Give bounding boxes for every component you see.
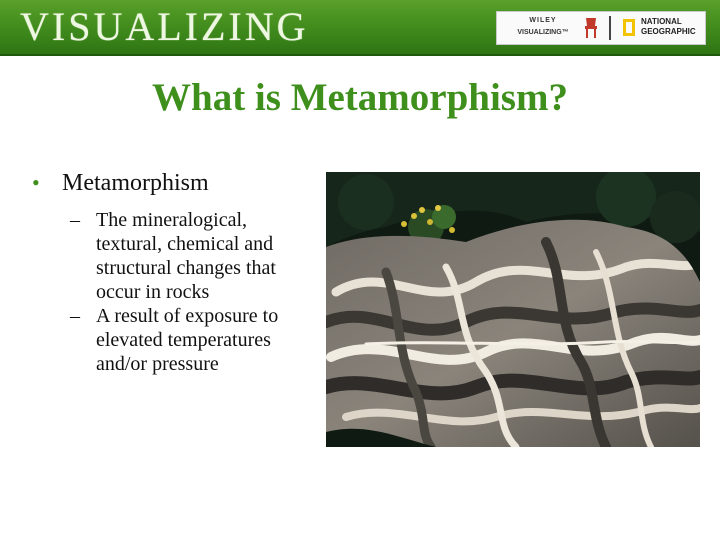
header-banner xyxy=(0,0,720,56)
yellow-frame-icon xyxy=(623,19,635,36)
national-geographic-logo xyxy=(641,17,696,37)
logo-geographic-text: GEOGRAPHIC xyxy=(641,27,696,36)
slide-title: What is Metamorphism? xyxy=(152,76,568,119)
slide-content xyxy=(32,168,312,376)
subbullet-text: The mineralogical, textural, chemical and structural changes that occur in rocks xyxy=(96,209,276,303)
chair-icon xyxy=(583,17,599,39)
bullet-item xyxy=(32,168,312,198)
visualizing-wordmark: VISUALIZING xyxy=(20,4,309,49)
logo-separator xyxy=(609,16,611,40)
bullet-text: Metamorphism xyxy=(62,170,209,196)
logo-wiley-text: WILEY xyxy=(529,17,557,24)
metamorphic-rock-photo xyxy=(326,172,700,447)
subbullet-item xyxy=(32,304,312,376)
logo-national-text: NATIONAL xyxy=(641,17,682,26)
bullet-dot: • xyxy=(32,170,40,195)
subbullet-text: A result of exposure to elevated temperatures and/or pressure xyxy=(96,305,279,375)
subbullet-dash: – xyxy=(70,209,80,231)
logo-visualizing-text: VISUALIZING™ xyxy=(517,29,569,36)
subbullet-dash: – xyxy=(70,305,80,327)
rock-illustration xyxy=(326,172,700,447)
publisher-logo-box xyxy=(496,11,706,45)
wiley-visualizing-logo xyxy=(505,16,581,38)
subbullet-item xyxy=(32,208,312,304)
